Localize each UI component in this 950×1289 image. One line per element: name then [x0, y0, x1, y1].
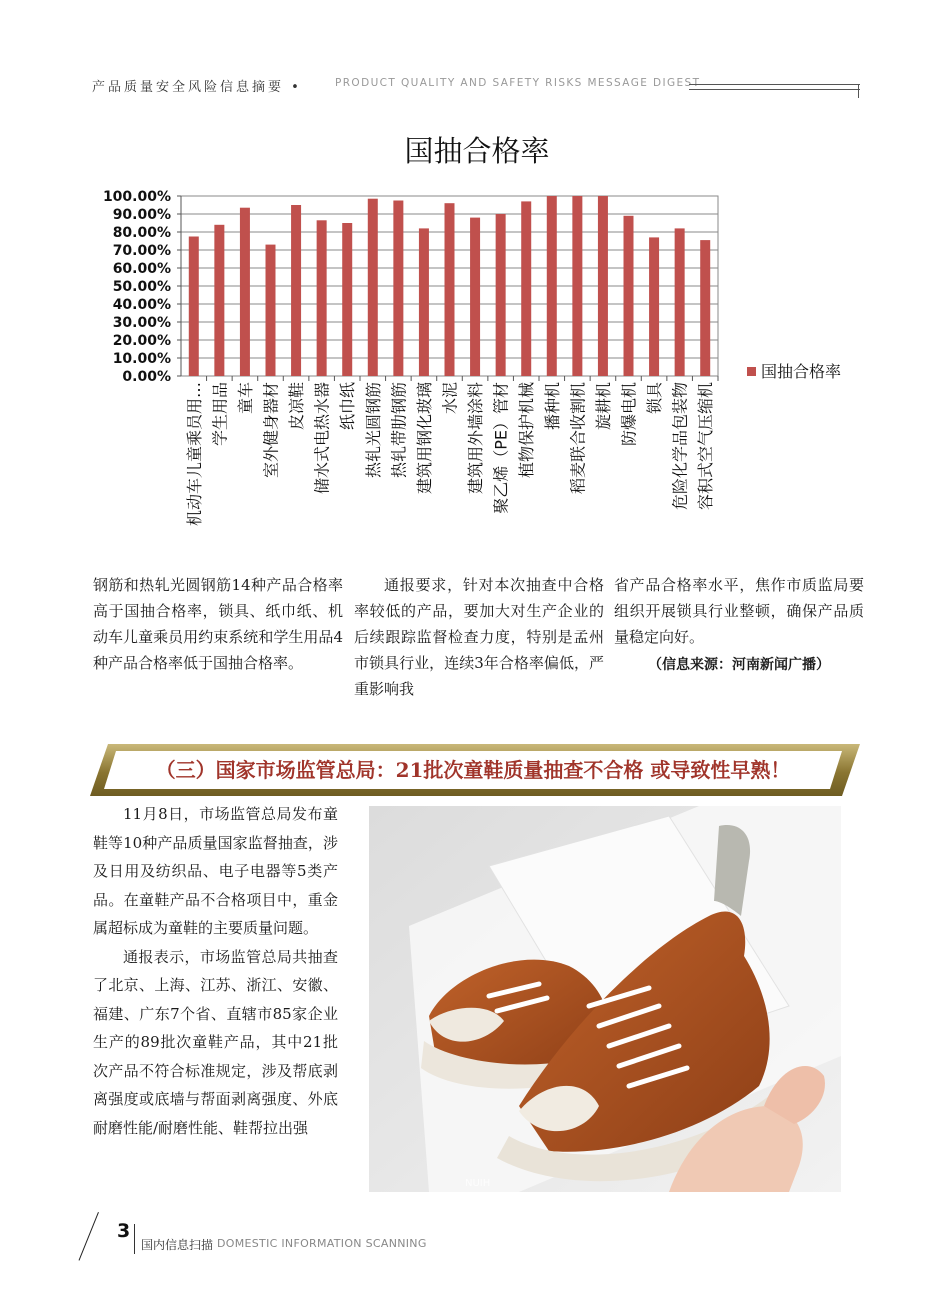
y-tick-label: 60.00% — [112, 261, 171, 277]
bar — [649, 237, 659, 376]
bar — [342, 223, 352, 376]
footer-slash — [79, 1212, 99, 1261]
x-tick-label: 稻麦联合收割机 — [568, 382, 588, 495]
bar — [700, 240, 710, 376]
bar — [240, 208, 250, 376]
bar — [214, 225, 224, 376]
bar — [189, 237, 199, 377]
x-tick-label: 建筑用外墙涂料 — [466, 382, 486, 495]
child-shoe-photo — [369, 806, 841, 1192]
bar — [445, 203, 455, 376]
right-column — [614, 572, 864, 678]
bar — [547, 196, 557, 376]
x-tick-label: 植物保护机械 — [517, 382, 537, 479]
pass-rate-bar-chart — [90, 125, 880, 565]
bar — [598, 196, 608, 376]
x-tick-label: 容积式空气压缩机 — [696, 382, 716, 511]
x-tick-label: 学生用品 — [210, 382, 230, 447]
chart-bars — [189, 196, 710, 376]
x-tick-label: 危险化学品包装物 — [670, 382, 690, 511]
section-title: （三）国家市场监管总局：21批次童鞋质量抽查不合格 或导致性早熟！ — [155, 758, 791, 782]
x-tick-label: 纸巾纸 — [338, 382, 358, 431]
header-title-zh: 产品质量安全风险信息摘要 • — [92, 80, 302, 95]
y-tick-label: 30.00% — [112, 315, 171, 331]
running-header — [92, 76, 860, 96]
y-tick-label: 70.00% — [112, 243, 171, 259]
bar — [393, 201, 403, 377]
x-tick-label: 水泥 — [440, 382, 460, 415]
bar — [572, 196, 582, 376]
article-paragraph-1: 11月8日，市场监管总局发布童鞋等10种产品质量国家监督抽查，涉及日用及纺织品、电子电器等5类产品。在童鞋产品不合格项目中，重金属超标成为童鞋的主要质量问题。 — [93, 805, 338, 937]
article-paragraph-2: 通报表示，市场监管总局共抽查了北京、上海、江苏、浙江、安徽、福建、广东7个省、直辖市85家企业生产的89批次童鞋产品，其中21批次产品不符合标准规定，涉及帮底剥离强度或底墙与帮面剥离强度、外底耐磨性能/耐磨性能、鞋帮拉出强 — [93, 947, 338, 1137]
y-tick-label: 20.00% — [112, 333, 171, 349]
x-tick-label: 旋耕机 — [593, 382, 613, 431]
photo-watermark: NUIH — [465, 1178, 491, 1189]
bar — [470, 218, 480, 376]
bar — [266, 245, 276, 376]
left-paragraph: 钢筋和热轧光圆钢筋14种产品合格率高于国抽合格率，锁具、纸巾纸、机动车儿童乘员用约束系统和学生用品4种产品合格率低于国抽合格率。 — [93, 576, 343, 672]
y-tick-label: 90.00% — [112, 207, 171, 223]
x-tick-label: 热轧光圆钢筋 — [363, 382, 383, 479]
bar — [419, 228, 429, 376]
header-rule — [689, 84, 860, 85]
bar — [368, 199, 378, 376]
left-column — [93, 572, 343, 676]
x-tick-label: 聚乙烯（PE）管材 — [491, 382, 511, 514]
x-tick-label: 锁具 — [645, 382, 665, 415]
article-column — [93, 800, 338, 1142]
footer-title-en: DOMESTIC INFORMATION SCANNING — [217, 1237, 427, 1250]
chart-x-axis — [185, 376, 718, 526]
x-tick-label: 防爆电机 — [619, 382, 639, 447]
x-tick-label: 机动车儿童乘员用… — [184, 382, 204, 527]
legend-label: 国抽合格率 — [761, 362, 842, 381]
header-rule-thin — [689, 89, 860, 90]
shoe-illustration — [369, 806, 841, 1192]
y-tick-label: 80.00% — [112, 225, 171, 241]
header-title-en: PRODUCT QUALITY AND SAFETY RISKS MESSAGE DIGEST — [335, 77, 701, 89]
y-tick-label: 0.00% — [122, 369, 171, 385]
middle-column — [354, 572, 604, 702]
footer-title-zh: 国内信息扫描 — [141, 1238, 214, 1252]
x-tick-label: 播种机 — [542, 382, 562, 431]
source-credit: （信息来源：河南新闻广播） — [648, 657, 830, 673]
legend-swatch — [747, 367, 756, 376]
chart-y-axis — [103, 189, 181, 385]
header-rule-tick — [858, 84, 859, 98]
bar — [675, 228, 685, 376]
chart-title: 国抽合格率 — [404, 134, 550, 168]
bar — [317, 220, 327, 376]
x-tick-label: 童车 — [235, 382, 255, 415]
bar — [624, 216, 634, 376]
x-tick-label: 热轧带肋钢筋 — [389, 382, 409, 479]
x-tick-label: 储水式电热水器 — [312, 382, 332, 495]
x-tick-label: 建筑用钢化玻璃 — [414, 382, 434, 495]
y-tick-label: 100.00% — [102, 189, 171, 205]
chart-legend — [747, 362, 841, 381]
middle-paragraph: 通报要求，针对本次抽查中合格率较低的产品，要加大对生产企业的后续跟踪监督检查力度，特别是孟州市锁具行业，连续3年合格率偏低，严重影响我 — [354, 576, 604, 698]
y-tick-label: 50.00% — [112, 279, 171, 295]
section-banner — [90, 744, 860, 796]
x-tick-label: 皮凉鞋 — [287, 382, 307, 431]
x-tick-label: 室外健身器材 — [261, 382, 281, 479]
bar — [291, 205, 301, 376]
right-paragraph: 省产品合格率水平，焦作市质监局要组织开展锁具行业整顿，确保产品质量稳定向好。 — [614, 576, 864, 646]
bar — [521, 201, 531, 376]
y-tick-label: 10.00% — [112, 351, 171, 367]
footer-separator — [134, 1224, 135, 1254]
y-tick-label: 40.00% — [112, 297, 171, 313]
bar — [496, 214, 506, 376]
page-number: 3 — [117, 1220, 131, 1242]
